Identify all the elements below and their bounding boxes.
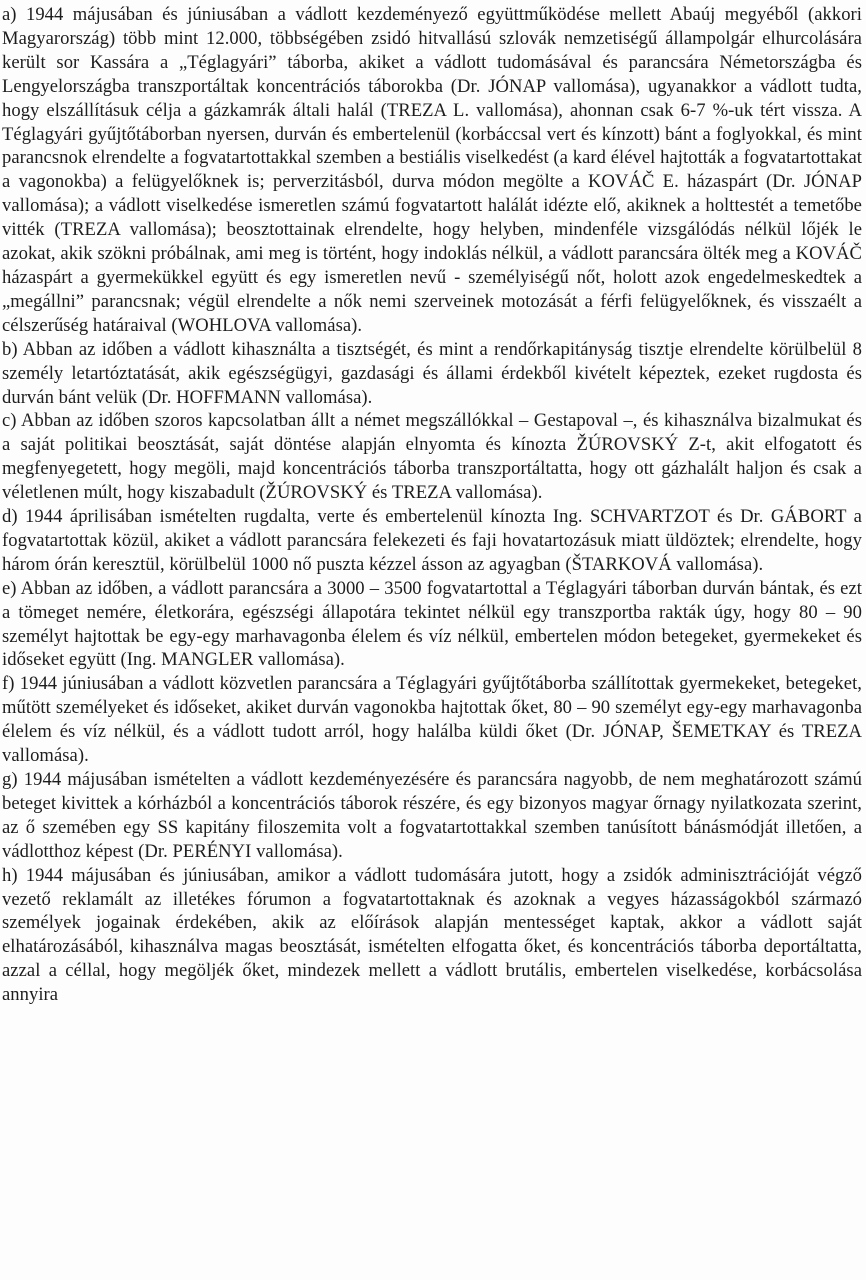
paragraph-e: e) Abban az időben, a vádlott parancsára a 3000 – 3500 fogvatartottal a Téglagyári táborban durván bántak, és ezt a tömeget nemére, életkorára, egészségi állapotára tekintet nélkül egy transzportba rakták úgy, hogy 80 – 90 személyt hajtottak be egy-egy marhavagonba élelem és víz nélkül, embertelen módon betegeket, gyermekeket és időseket együtt (Ing. MANGLER vallomása). — [2, 577, 862, 671]
paragraph-f: f) 1944 júniusában a vádlott közvetlen parancsára a Téglagyári gyűjtőtáborba szállítottak gyermekeket, betegeket, műtött személyeket és időseket, akiket durván vagonokba hajtottak őket, 80 – 90 személyt egy-egy marhavagonba élelem és víz nélkül, és a vádlott tudott arról, hogy halálba küldi őket (Dr. JÓNAP, ŠEMETKAY és TREZA vallomása). — [2, 673, 862, 767]
document-body — [2, 3, 862, 1007]
paragraph-b: b) Abban az időben a vádlott kihasználta a tisztségét, és mint a rendőrkapitányság tisztje elrendelte körülbelül 8 személy letartóztatását, akik egészségügyi, gazdasági és állami érdekből kivételt képeztek, ezeket rugdosta és durván bánt velük (Dr. HOFFMANN vallomása). — [2, 338, 862, 408]
paragraph-a: a) 1944 májusában és júniusában a vádlott kezdeményező együttműködése mellett Abaúj megyéből (akkori Magyarország) több mint 12.000, többségében zsidó hitvallású szlovák nemzetiségű állampolgár elhurcolására került sor Kassára a „Téglagyári” táborba, akiket a vádlott tudomásával és parancsára Németországba és Lengyelországba transzportáltak koncentrációs táborokba (Dr. JÓNAP vallomása), ugyanakkor a vádlott tudta, hogy elszállításuk célja a gázkamrák általi halál (TREZA L. vallomása), ahonnan csak 6-7 %-uk tért vissza. A Téglagyári gyűjtőtáborban nyersen, durván és embertelenül (korbáccsal vert és kínzott) bánt a foglyokkal, és mint parancsnok elrendelte a fogvatartottakkal szemben a bestiális viselkedést (a kard élével hajtották a fogvatartottakat a vagonokba) a felügyelőknek is; perverzitásból, durva módon megölte a KOVÁČ E. házaspárt (Dr. JÓNAP vallomása); a vádlott viselkedése ismeretlen számú fogvatartott halálát idézte elő, akiknek a holttestét a temetőbe vitték (TREZA vallomása); beosztottainak elrendelte, hogy helyben, mindenféle vizsgálódás nélkül lőjék le azokat, akik szökni próbálnak, ami meg is történt, hogy indoklás nélkül, a vádlott parancsára ölték meg a KOVÁČ házaspárt a gyermekükkel együtt és egy ismeretlen nevű - személyiségű nőt, holott azok engedelmeskedtek a „megállni” parancsnak; végül elrendelte a nők nemi szerveinek motozását a férfi felügyelőknek, és visszaélt a célszerűség határaival (WOHLOVA vallomása). — [2, 4, 862, 336]
paragraph-c: c) Abban az időben szoros kapcsolatban állt a német megszállókkal – Gestapoval –, és kihasználva bizalmukat és a saját politikai beosztását, saját döntése alapján elnyomta és kínozta ŽÚROVSKÝ Z-t, akit elfogatott és megfenyegetett, hogy megöli, majd koncentrációs táborba transzportáltatta, hogy ott gázhalált haljon és csak a véletlenen múlt, hogy kiszabadult (ŽÚROVSKÝ és TREZA vallomása). — [2, 410, 862, 504]
paragraph-d: d) 1944 áprilisában ismételten rugdalta, verte és embertelenül kínozta Ing. SCHVARTZOT és Dr. GÁBORT a fogvatartottak közül, akiket a vádlott parancsára felekezeti és faji hovatartozásuk miatt üldöztek; elrendelte, hogy három órán keresztül, körülbelül 1000 nő puszta kézzel ásson az agyagban (ŠTARKOVÁ vallomása). — [2, 506, 862, 575]
paragraph-g: g) 1944 májusában ismételten a vádlott kezdeményezésére és parancsára nagyobb, de nem meghatározott számú beteget kivittek a kórházból a koncentrációs táborok részére, és egy bizonyos magyar őrnagy nyilatkozata szerint, az ő szemében egy SS kapitány filoszemita volt a fogvatartottakkal szemben tanúsított bánásmódját illetően, a vádlotthoz képest (Dr. PERÉNYI vallomása). — [2, 769, 862, 862]
paragraph-h: h) 1944 májusában és júniusában, amikor a vádlott tudomására jutott, hogy a zsidók adminisztrációját végző vezető reklamált az illetékes fórumon a fogvatartottaknak és azoknak a vegyes házasságokból származó személyek jogainak érdekében, akik az előírások alapján mentességet kaptak, akkor a vádlott saját elhatározásából, kihasználva magas beosztását, ismételten elfogatta őket, és koncentrációs táborba deportáltatta, azzal a céllal, hogy megöljék őket, mindezek mellett a vádlott brutális, embertelen viselkedése, korbácsolása annyira — [2, 864, 862, 1006]
